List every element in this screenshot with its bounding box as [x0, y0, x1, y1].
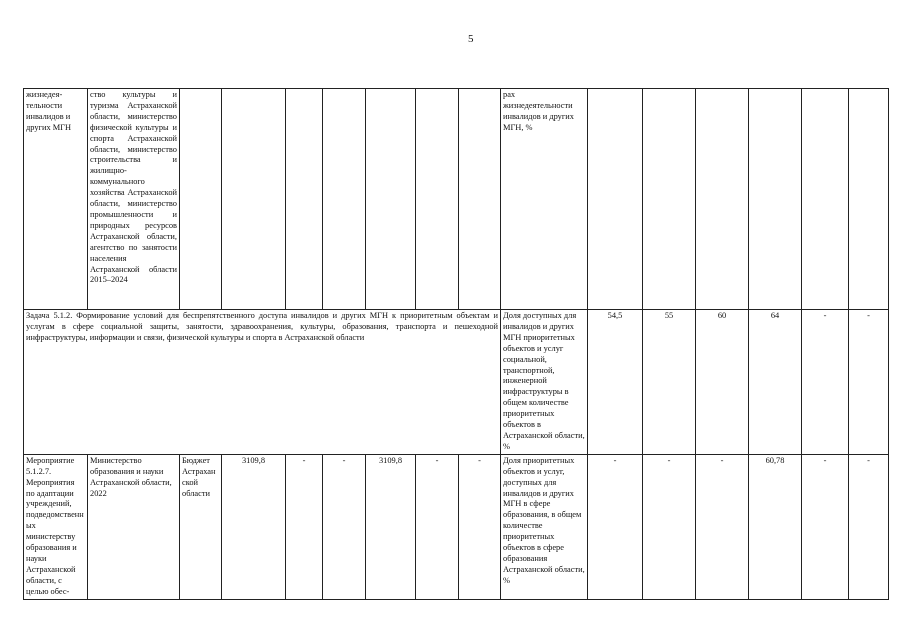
program-table	[23, 88, 889, 600]
empty-cell	[802, 89, 849, 310]
indicator-cell: Доля приоритетных объектов и услуг, доступных для инвалидов и других МГН в сфере образования, в общем количестве приоритетных объектов в сфере образования Астраханской области, %	[501, 454, 588, 599]
empty-cell	[180, 89, 222, 310]
value-cell: -	[696, 454, 749, 599]
page-number: 5	[468, 33, 474, 45]
value-cell: -	[588, 454, 643, 599]
table-row	[24, 310, 889, 455]
empty-cell	[849, 89, 889, 310]
indicator-cell: Доля доступных для инвалидов и других МГН приоритетных объектов и услуг социальной, транспортной, инженерной инфраструктуры в общем количестве приоритетных объектов в Астраханской области, %	[501, 310, 588, 455]
empty-cell	[222, 89, 286, 310]
value-cell: -	[286, 454, 323, 599]
value-cell: -	[849, 310, 889, 455]
table-row	[24, 454, 889, 599]
executor-cell: Министерство образования и науки Астраханской области, 2022	[88, 454, 180, 599]
empty-cell	[323, 89, 366, 310]
measure-name-cell: Мероприятие 5.1.2.7. Мероприятия по адаптации учреждений, подведомственных министерству образования и науки Астраханской области, с целью обес-	[24, 454, 88, 599]
indicator-cell: рах жизнедеятельности инвалидов и других МГН, %	[501, 89, 588, 310]
value-cell: -	[802, 454, 849, 599]
value-cell: 60,78	[749, 454, 802, 599]
measure-name-cell: жизнедея- тельности инвалидов и других МГН	[24, 89, 88, 310]
funding-source-cell: Бюджет Астраханской области	[180, 454, 222, 599]
value-cell: -	[323, 454, 366, 599]
empty-cell	[286, 89, 323, 310]
empty-cell	[366, 89, 416, 310]
executor-cell: ство культуры и туризма Астраханской области, министерство физической культуры и спорта Астраханской области, министерство строительства и жилищно-коммунального хозяйства Астраханской области, министерство промышленности и природных ресурсов Астраханской области, агентство по занятости населения Астраханской области 2015–2024	[88, 89, 180, 310]
value-cell: 55	[643, 310, 696, 455]
value-cell: -	[416, 454, 459, 599]
table-row	[24, 89, 889, 310]
empty-cell	[459, 89, 501, 310]
empty-cell	[696, 89, 749, 310]
value-cell: 3109,8	[222, 454, 286, 599]
empty-cell	[643, 89, 696, 310]
value-cell: -	[802, 310, 849, 455]
empty-cell	[588, 89, 643, 310]
value-cell: 3109,8	[366, 454, 416, 599]
value-cell: -	[459, 454, 501, 599]
empty-cell	[416, 89, 459, 310]
value-cell: 64	[749, 310, 802, 455]
value-cell: 60	[696, 310, 749, 455]
value-cell: 54,5	[588, 310, 643, 455]
task-cell: Задача 5.1.2. Формирование условий для беспрепятственного доступа инвалидов и других МГН к приоритетным объектам и услугам в сфере социальной защиты, занятости, здравоохранения, культуры, образования, транспорта и пешеходной инфраструктуры, информации и связи, физической культуры и спорта в Астраханской области	[24, 310, 501, 455]
value-cell: -	[849, 454, 889, 599]
empty-cell	[749, 89, 802, 310]
value-cell: -	[643, 454, 696, 599]
